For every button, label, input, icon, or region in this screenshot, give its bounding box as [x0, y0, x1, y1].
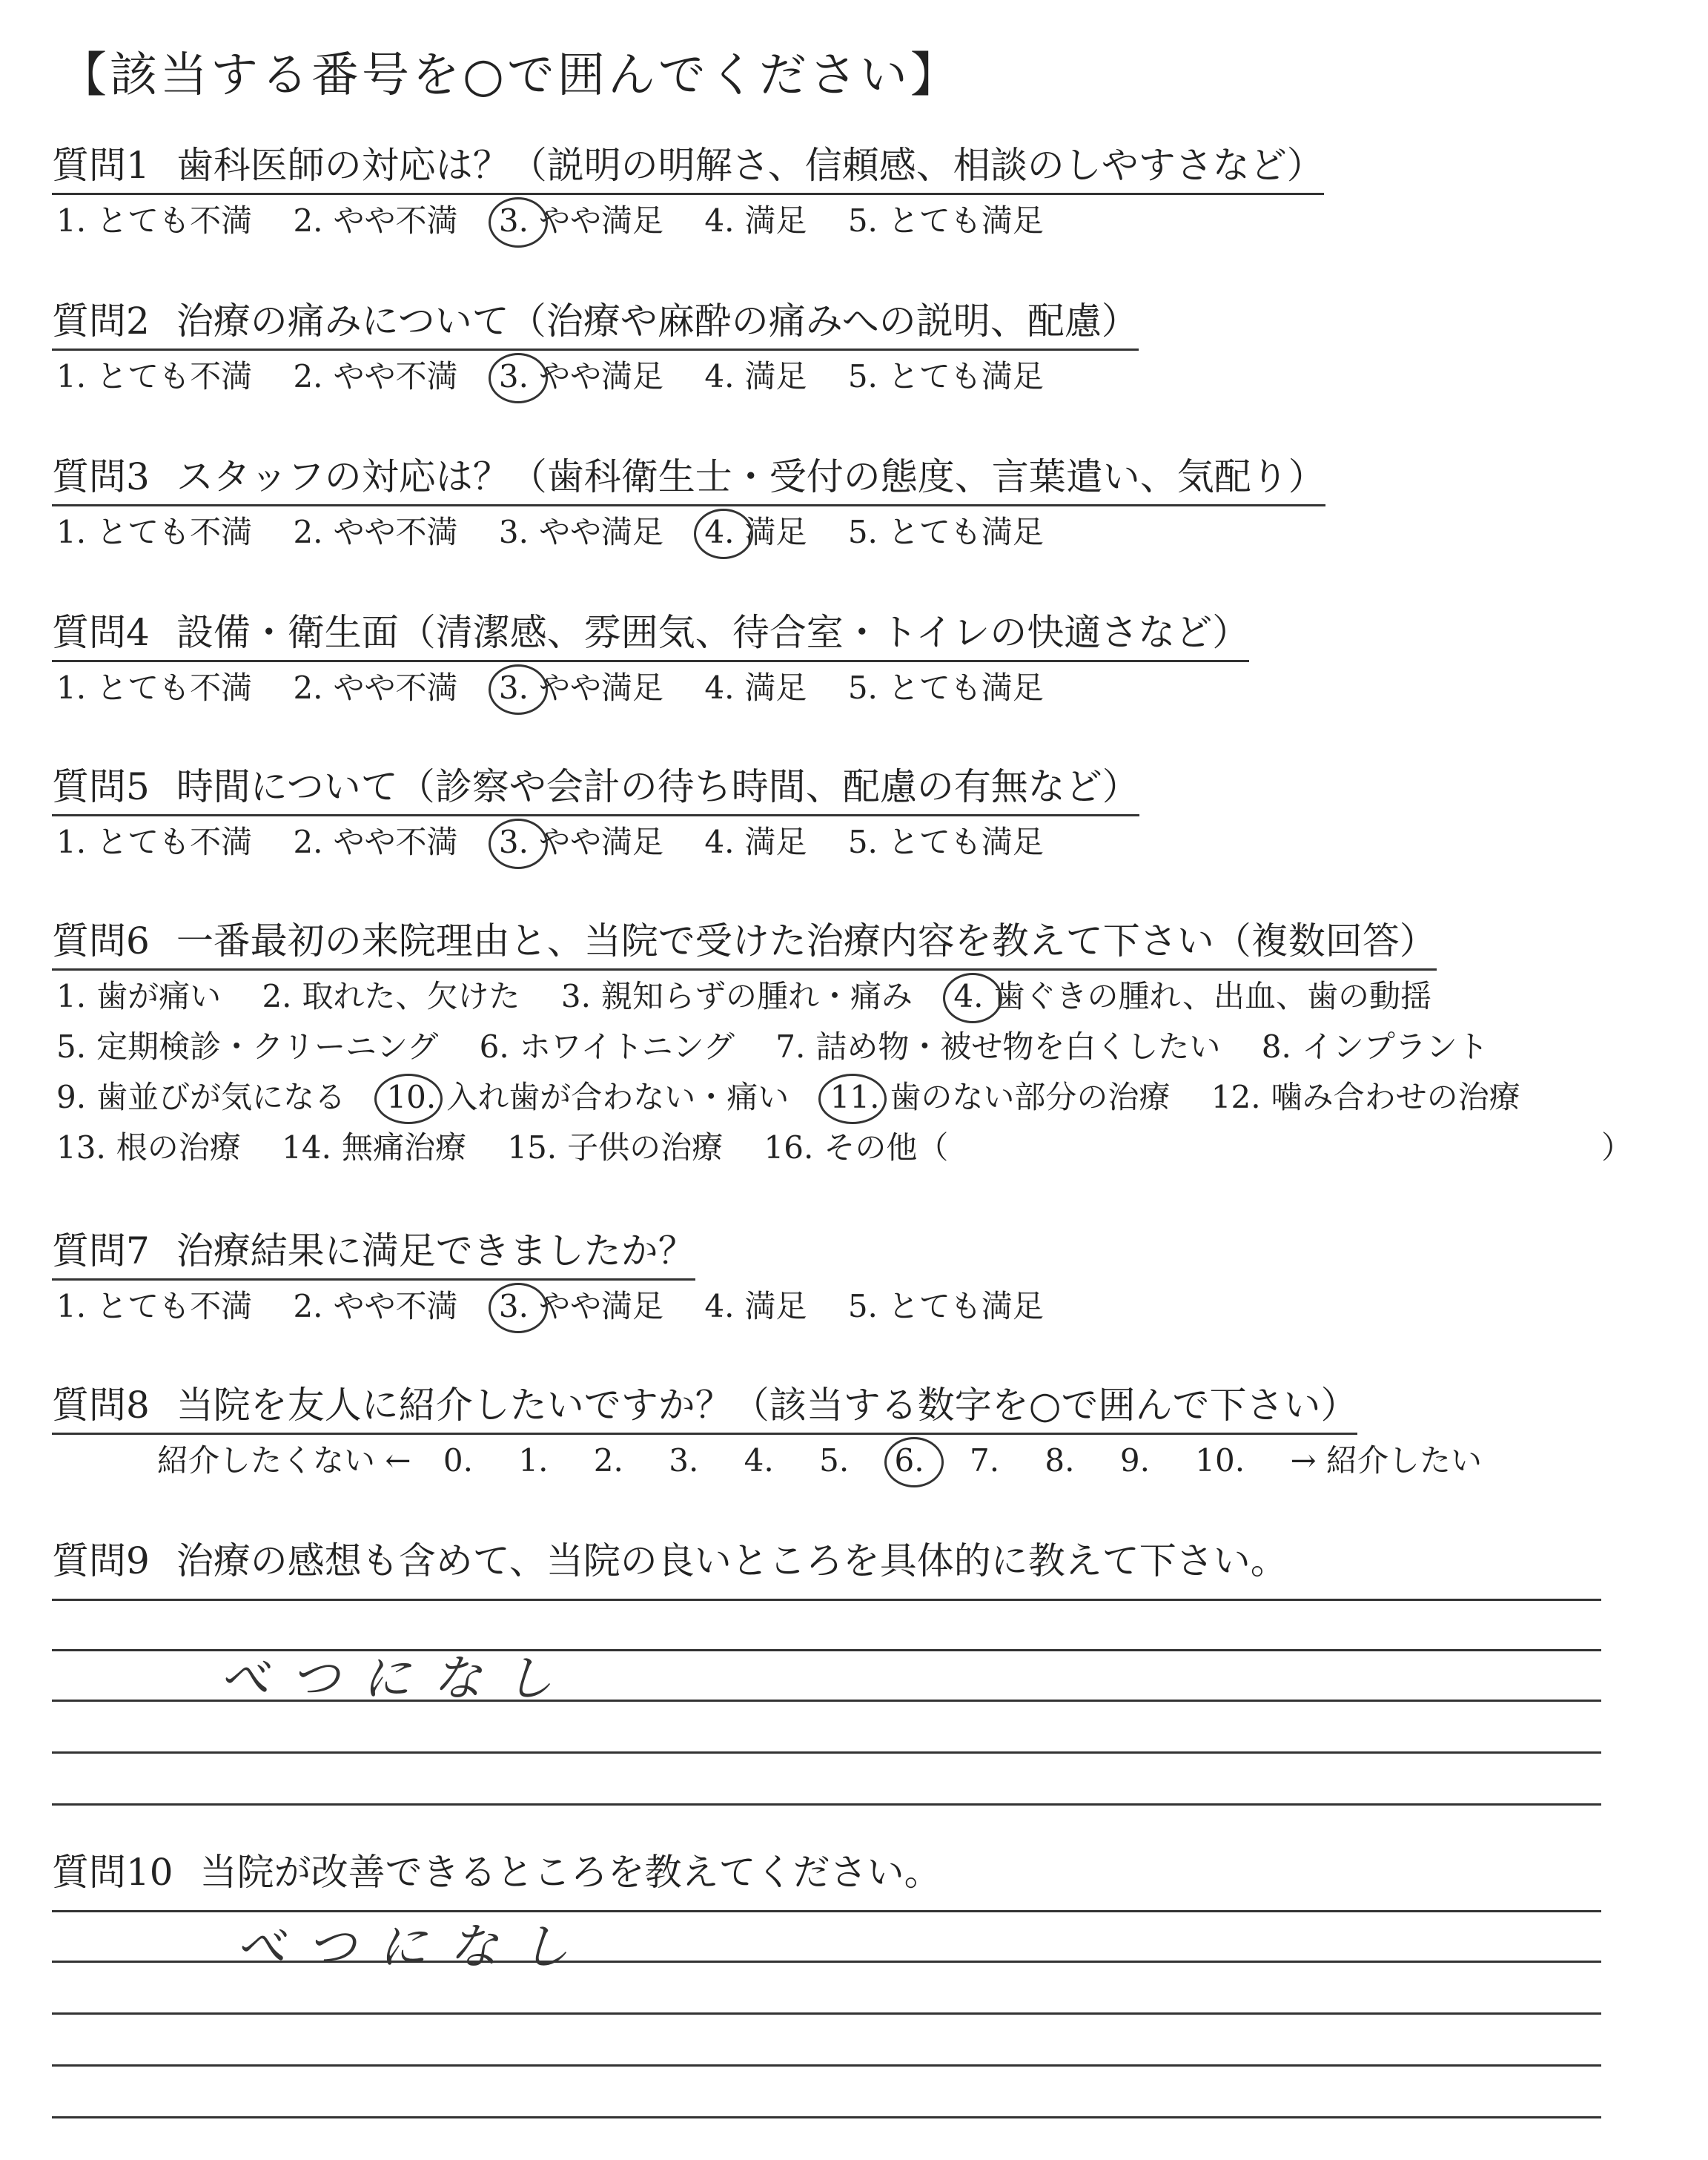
option-2[interactable]: 2. やや不満 — [293, 824, 458, 860]
question-6-options-row-1 — [56, 977, 1463, 1016]
option-4[interactable]: 4. 満足 — [704, 670, 807, 706]
option-1[interactable]: 1. 歯が痛い — [56, 978, 222, 1014]
option-11-selected[interactable]: 11. 歯のない部分の治療 — [830, 1079, 1171, 1115]
option-16-other[interactable]: 16. その他（ — [764, 1129, 949, 1166]
option-1[interactable]: 1. とても不満 — [56, 1288, 253, 1324]
question-10-header — [52, 1849, 941, 1900]
option-10-selected[interactable]: 10. 入れ歯が合わない・痛い — [386, 1079, 790, 1115]
question-9-handwritten-answer[interactable]: べつになし — [219, 1650, 575, 1707]
question-number: 質問10 — [52, 1851, 173, 1894]
question-number: 質問5 — [52, 765, 150, 808]
option-4[interactable]: 4. 満足 — [704, 202, 807, 239]
option-2[interactable]: 2. やや不満 — [293, 670, 458, 706]
question-text: 一番最初の来院理由と、当院で受けた治療内容を教えて下さい（複数回答） — [176, 919, 1437, 962]
option-3[interactable]: 3. やや満足 — [498, 514, 663, 550]
option-2[interactable]: 2. やや不満 — [293, 514, 458, 550]
question-8-header — [52, 1382, 1357, 1435]
question-2-options — [56, 357, 1075, 396]
question-text: スタッフの対応は？（歯科衛生士・受付の態度、言葉遣い、気配り） — [176, 455, 1325, 498]
question-text: 当院が改善できるところを教えてください。 — [199, 1851, 941, 1894]
option-7[interactable]: 7. 詰め物・被せ物を白くしたい — [775, 1028, 1221, 1065]
option-5[interactable]: 5. とても満足 — [847, 824, 1044, 860]
option-4-selected[interactable]: 4. 満足 — [704, 514, 807, 550]
question-number: 質問7 — [52, 1229, 150, 1272]
question-6-header — [52, 918, 1437, 971]
option-3-selected[interactable]: 3. やや満足 — [498, 670, 663, 706]
scale-4[interactable]: 4. — [744, 1442, 774, 1479]
option-3-selected[interactable]: 3. やや満足 — [498, 358, 663, 394]
answer-line — [52, 1803, 1601, 1806]
scale-9[interactable]: 9. — [1119, 1442, 1150, 1479]
option-1[interactable]: 1. とても不満 — [56, 358, 253, 394]
option-4[interactable]: 4. 満足 — [704, 824, 807, 860]
question-number: 質問3 — [52, 455, 150, 498]
option-1[interactable]: 1. とても不満 — [56, 202, 253, 239]
question-2-header — [52, 298, 1139, 351]
scale-left-label: 紹介したくない ← — [157, 1442, 411, 1479]
option-5[interactable]: 5. とても満足 — [847, 514, 1044, 550]
question-1-header — [52, 142, 1324, 195]
question-6-options-row-4 — [56, 1129, 979, 1167]
question-text: 当院を友人に紹介したいですか？（該当する数字を○で囲んで下さい） — [176, 1384, 1358, 1427]
option-2[interactable]: 2. やや不満 — [293, 1288, 458, 1324]
question-1-options — [56, 202, 1075, 240]
option-4[interactable]: 4. 満足 — [704, 1288, 807, 1324]
scale-6-selected[interactable]: 6. — [894, 1442, 924, 1479]
question-text: 治療の痛みについて（治療や麻酔の痛みへの説明、配慮） — [176, 300, 1139, 343]
question-number: 質問6 — [52, 919, 150, 962]
question-3-options — [56, 513, 1075, 552]
answer-line — [52, 1751, 1601, 1754]
option-2[interactable]: 2. やや不満 — [293, 358, 458, 394]
question-text: 歯科医師の対応は？（説明の明解さ、信頼感、相談のしやすさなど） — [176, 144, 1324, 187]
question-4-options — [56, 669, 1075, 707]
scale-3[interactable]: 3. — [669, 1442, 699, 1479]
question-number: 質問1 — [52, 144, 150, 187]
question-5-header — [52, 764, 1139, 816]
option-8[interactable]: 8. インプラント — [1261, 1028, 1489, 1065]
option-15[interactable]: 15. 子供の治療 — [507, 1129, 724, 1166]
other-close-paren: ） — [1601, 1129, 1633, 1166]
option-1[interactable]: 1. とても不満 — [56, 670, 253, 706]
scale-7[interactable]: 7. — [969, 1442, 1000, 1479]
scale-5[interactable]: 5. — [819, 1442, 850, 1479]
question-number: 質問9 — [52, 1539, 150, 1582]
question-text: 治療結果に満足できましたか？ — [176, 1229, 695, 1272]
option-5[interactable]: 5. とても満足 — [847, 670, 1044, 706]
scale-0[interactable]: 0. — [443, 1442, 473, 1479]
question-8-scale — [157, 1441, 1504, 1480]
option-4-selected[interactable]: 4. 歯ぐきの腫れ、出血、歯の動揺 — [953, 978, 1431, 1014]
scale-1[interactable]: 1. — [518, 1442, 549, 1479]
option-5[interactable]: 5. 定期検診・クリーニング — [56, 1028, 439, 1065]
option-14[interactable]: 14. 無痛治療 — [282, 1129, 466, 1166]
question-text: 設備・衛生面（清潔感、雰囲気、待合室・トイレの快適さなど） — [176, 611, 1250, 654]
option-12[interactable]: 12. 噛み合わせの治療 — [1211, 1079, 1520, 1115]
option-4[interactable]: 4. 満足 — [704, 358, 807, 394]
question-3-header — [52, 454, 1325, 506]
scale-8[interactable]: 8. — [1045, 1442, 1075, 1479]
option-13[interactable]: 13. 根の治療 — [56, 1129, 241, 1166]
question-number: 質問8 — [52, 1384, 150, 1427]
scale-10[interactable]: 10. — [1195, 1442, 1245, 1479]
question-7-header — [52, 1228, 695, 1281]
option-2[interactable]: 2. 取れた、欠けた — [262, 978, 520, 1014]
option-9[interactable]: 9. 歯並びが気になる — [56, 1079, 346, 1115]
option-6[interactable]: 6. ホワイトニング — [479, 1028, 735, 1065]
question-number: 質問2 — [52, 300, 150, 343]
question-7-options — [56, 1287, 1075, 1326]
answer-line — [52, 2064, 1601, 2067]
answer-line — [52, 1599, 1601, 1601]
question-text: 治療の感想も含めて、当院の良いところを具体的に教えて下さい。 — [176, 1539, 1288, 1582]
question-5-options — [56, 823, 1075, 862]
question-number: 質問4 — [52, 611, 150, 654]
question-4-header — [52, 610, 1249, 662]
question-text: 時間について（診察や会計の待ち時間、配慮の有無など） — [176, 765, 1139, 808]
option-1[interactable]: 1. とても不満 — [56, 824, 253, 860]
option-5[interactable]: 5. とても満足 — [847, 1288, 1044, 1324]
option-3-selected[interactable]: 3. やや満足 — [498, 824, 663, 860]
scale-right-label: → 紹介したい — [1290, 1442, 1482, 1479]
scale-2[interactable]: 2. — [593, 1442, 623, 1479]
option-5[interactable]: 5. とても満足 — [847, 358, 1044, 394]
page-title: 【該当する番号を○で囲んでください】 — [59, 48, 961, 103]
question-10-handwritten-answer[interactable]: べつになし — [236, 1918, 592, 1975]
option-5[interactable]: 5. とても満足 — [847, 202, 1044, 239]
option-1[interactable]: 1. とても不満 — [56, 514, 253, 550]
option-2[interactable]: 2. やや不満 — [293, 202, 458, 239]
option-3[interactable]: 3. 親知らずの腫れ・痛み — [560, 978, 913, 1014]
answer-line — [52, 2116, 1601, 2118]
answer-line — [52, 2012, 1601, 2015]
question-6-options-row-3 — [56, 1078, 1552, 1117]
question-9-header — [52, 1538, 1288, 1588]
question-6-options-row-2 — [56, 1028, 1520, 1066]
option-3-selected[interactable]: 3. やや満足 — [498, 1288, 663, 1324]
option-3-selected[interactable]: 3. やや満足 — [498, 202, 663, 239]
